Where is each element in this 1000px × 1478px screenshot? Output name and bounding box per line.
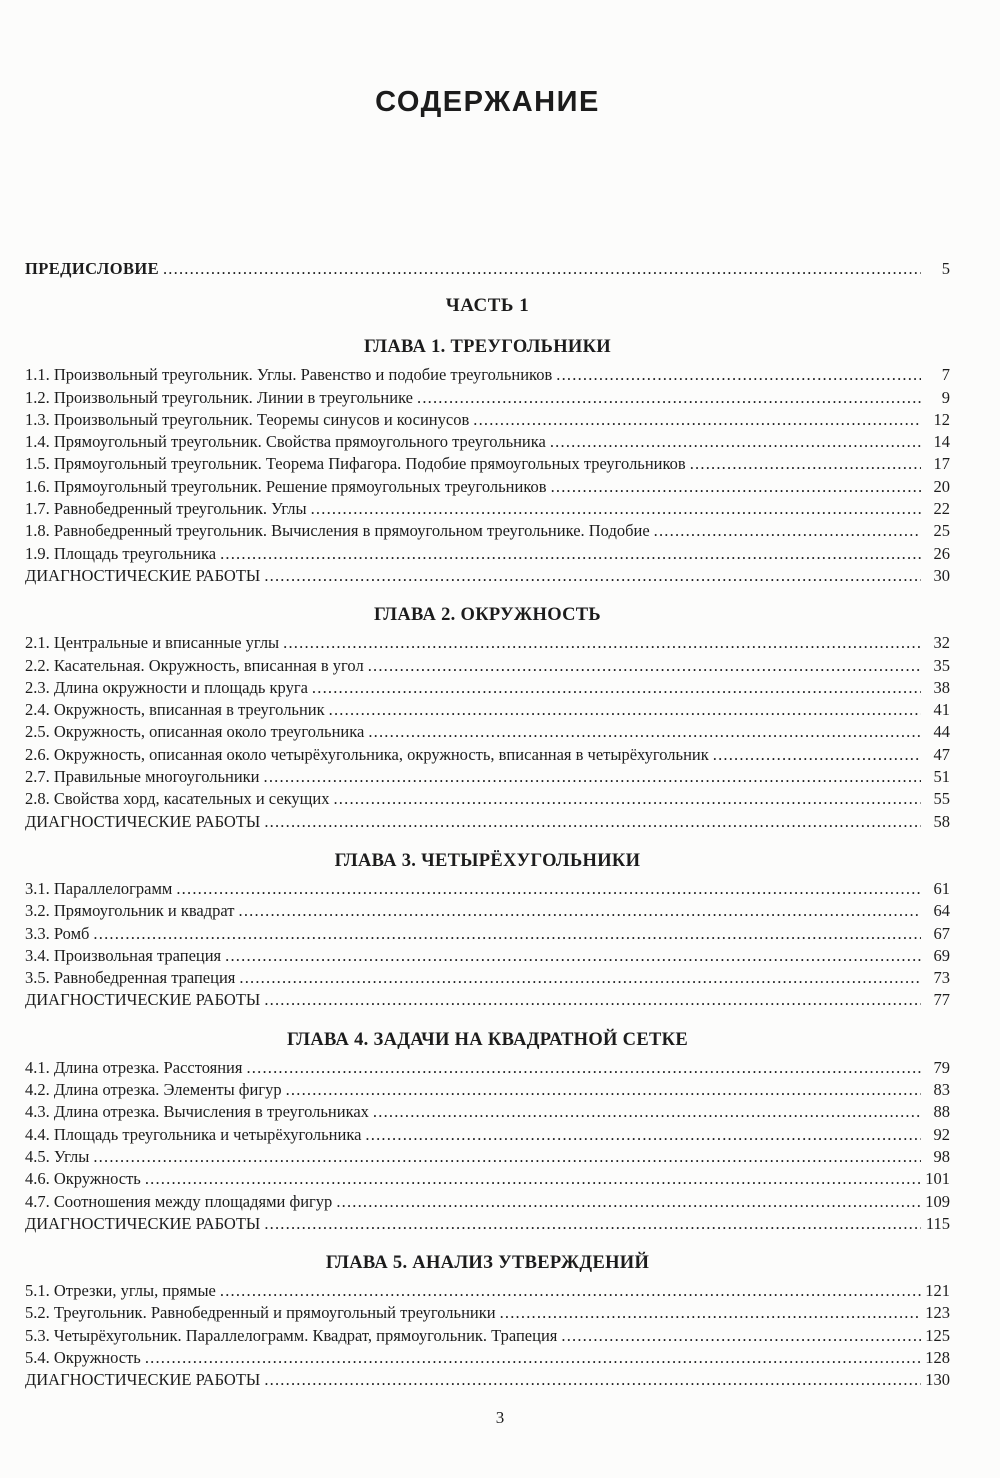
toc-entry-label: 5.4. Окружность bbox=[25, 1347, 141, 1367]
toc-entry-page: 51 bbox=[933, 767, 950, 787]
toc-entry-label: 2.5. Окружность, описанная около треугольника bbox=[25, 722, 365, 742]
toc-entry-label: 4.4. Площадь треугольника и четырёхугольника bbox=[25, 1124, 362, 1144]
toc-entry bbox=[25, 1369, 950, 1391]
part-heading: ЧАСТЬ 1 bbox=[445, 295, 530, 317]
toc-entry bbox=[25, 721, 950, 743]
dot-leader bbox=[220, 1280, 921, 1302]
dot-leader bbox=[551, 476, 921, 498]
dot-leader bbox=[500, 1302, 921, 1324]
toc-entry-page: 35 bbox=[933, 655, 950, 675]
dot-leader bbox=[163, 258, 921, 280]
toc-entry-page: 128 bbox=[925, 1347, 950, 1367]
toc-entry-page: 17 bbox=[933, 454, 950, 474]
dot-leader bbox=[329, 699, 921, 721]
dot-leader bbox=[286, 1079, 921, 1101]
toc-entry bbox=[25, 1302, 950, 1324]
dot-leader bbox=[93, 923, 921, 945]
toc-entry-label: ДИАГНОСТИЧЕСКИЕ РАБОТЫ bbox=[25, 1213, 261, 1233]
dot-leader bbox=[311, 498, 921, 520]
toc-entry-page: 83 bbox=[933, 1080, 950, 1100]
toc-entry-label: 2.7. Правильные многоугольники bbox=[25, 767, 260, 787]
toc-entry bbox=[25, 364, 950, 386]
toc-entry-page: 67 bbox=[933, 923, 950, 943]
dot-leader bbox=[561, 1325, 921, 1347]
dot-leader bbox=[93, 1146, 921, 1168]
chapter-section bbox=[25, 334, 950, 587]
toc-entry-label: 3.2. Прямоугольник и квадрат bbox=[25, 901, 235, 921]
toc-entry-page: 79 bbox=[933, 1057, 950, 1077]
dot-leader bbox=[176, 878, 921, 900]
toc-entry-page: 123 bbox=[925, 1303, 950, 1323]
chapter-section bbox=[25, 1027, 950, 1235]
toc-entry-page: 88 bbox=[933, 1102, 950, 1122]
chapter-heading: ГЛАВА 5. АНАЛИЗ УТВЕРЖДЕНИЙ bbox=[325, 1253, 650, 1274]
toc-entry-page: 47 bbox=[933, 744, 950, 764]
toc-entry-page: 64 bbox=[933, 901, 950, 921]
chapter-heading: ГЛАВА 3. ЧЕТЫРЁХУГОЛЬНИКИ bbox=[334, 850, 641, 871]
toc-entry bbox=[25, 788, 950, 810]
dot-leader bbox=[264, 1369, 921, 1391]
toc-entry bbox=[25, 1213, 950, 1235]
dot-leader bbox=[550, 431, 921, 453]
toc-entry-page: 22 bbox=[933, 499, 950, 519]
dot-leader bbox=[654, 520, 921, 542]
toc-entry-label: 5.2. Треугольник. Равнобедренный и прямоугольный треугольники bbox=[25, 1303, 496, 1323]
toc-entry-page: 101 bbox=[925, 1169, 950, 1189]
toc-entry-label: 2.1. Центральные и вписанные углы bbox=[25, 633, 280, 653]
dot-leader bbox=[690, 453, 921, 475]
toc-entry bbox=[25, 967, 950, 989]
toc-entry bbox=[25, 431, 950, 453]
toc-entry bbox=[25, 811, 950, 833]
toc-entry bbox=[25, 409, 950, 431]
chapter-entries bbox=[25, 364, 950, 587]
toc-entry-page: 9 bbox=[941, 387, 950, 407]
toc-entry-label: ДИАГНОСТИЧЕСКИЕ РАБОТЫ bbox=[25, 1370, 261, 1390]
toc-entry bbox=[25, 1168, 950, 1190]
toc-entry bbox=[25, 744, 950, 766]
toc-entry bbox=[25, 699, 950, 721]
toc-entry-page: 55 bbox=[933, 789, 950, 809]
toc-entry-page: 5 bbox=[941, 259, 950, 278]
toc-entry-page: 41 bbox=[933, 700, 950, 720]
toc-entry-page: 7 bbox=[941, 365, 950, 385]
toc-entry-label: 2.8. Свойства хорд, касательных и секущих bbox=[25, 789, 330, 809]
chapter-heading: ГЛАВА 1. ТРЕУГОЛЬНИКИ bbox=[363, 337, 612, 358]
toc-entry-page: 44 bbox=[933, 722, 950, 742]
toc-entry-page: 14 bbox=[933, 432, 950, 452]
toc-entry-label: 3.1. Параллелограмм bbox=[25, 878, 173, 898]
toc-entry-page: 26 bbox=[933, 543, 950, 563]
toc-entry-page: 25 bbox=[933, 521, 950, 541]
toc-entry-label: 4.1. Длина отрезка. Расстояния bbox=[25, 1057, 243, 1077]
chapter-entries bbox=[25, 878, 950, 1012]
toc-entry-label: 4.7. Соотношения между площадями фигур bbox=[25, 1191, 333, 1211]
toc-entry bbox=[25, 498, 950, 520]
toc-entry-page: 32 bbox=[933, 633, 950, 653]
chapter-heading: ГЛАВА 4. ЗАДАЧИ НА КВАДРАТНОЙ СЕТКЕ bbox=[287, 1029, 688, 1050]
toc-entry-label: 1.9. Площадь треугольника bbox=[25, 543, 217, 563]
dot-leader bbox=[312, 677, 921, 699]
toc-entry-label: ДИАГНОСТИЧЕСКИЕ РАБОТЫ bbox=[25, 990, 261, 1010]
toc-entry bbox=[25, 900, 950, 922]
dot-leader bbox=[556, 364, 921, 386]
dot-leader bbox=[220, 543, 921, 565]
chapter-section bbox=[25, 602, 950, 833]
toc-entry-label: 1.4. Прямоугольный треугольник. Свойства прямоугольного треугольника bbox=[25, 432, 546, 452]
dot-leader bbox=[246, 1057, 921, 1079]
toc-entry bbox=[25, 1191, 950, 1213]
toc-entry bbox=[25, 476, 950, 498]
toc-entry-label: 4.2. Длина отрезка. Элементы фигур bbox=[25, 1080, 282, 1100]
dot-leader bbox=[473, 409, 921, 431]
toc-entry-label: 1.2. Произвольный треугольник. Линии в треугольнике bbox=[25, 387, 413, 407]
dot-leader bbox=[264, 989, 921, 1011]
toc-entry-label: 1.3. Произвольный треугольник. Теоремы синусов и косинусов bbox=[25, 409, 470, 429]
toc-entry-label: 2.3. Длина окружности и площадь круга bbox=[25, 677, 308, 697]
toc-entry-page: 109 bbox=[925, 1191, 950, 1211]
toc-entry bbox=[25, 565, 950, 587]
toc-entry bbox=[25, 945, 950, 967]
toc-entry-label: 5.3. Четырёхугольник. Параллелограмм. Квадрат, прямоугольник. Трапеция bbox=[25, 1325, 558, 1345]
dot-leader bbox=[713, 744, 921, 766]
toc-entry-page: 20 bbox=[933, 476, 950, 496]
toc-entry bbox=[25, 1057, 950, 1079]
toc-entry-label: 4.6. Окружность bbox=[25, 1169, 141, 1189]
dot-leader bbox=[264, 1213, 921, 1235]
dot-leader bbox=[417, 387, 921, 409]
dot-leader bbox=[283, 632, 921, 654]
dot-leader bbox=[336, 1191, 921, 1213]
dot-leader bbox=[365, 1124, 921, 1146]
toc-entry-label: 4.3. Длина отрезка. Вычисления в треугольниках bbox=[25, 1102, 369, 1122]
toc-entry bbox=[25, 989, 950, 1011]
toc-entry bbox=[25, 520, 950, 542]
toc-entry-label: 3.3. Ромб bbox=[25, 923, 90, 943]
toc-entry-page: 73 bbox=[933, 968, 950, 988]
chapter-entries bbox=[25, 632, 950, 833]
toc-entry-label: ДИАГНОСТИЧЕСКИЕ РАБОТЫ bbox=[25, 811, 261, 831]
dot-leader bbox=[373, 1101, 921, 1123]
toc-entry-label: 2.2. Касательная. Окружность, вписанная в угол bbox=[25, 655, 364, 675]
toc-entry bbox=[25, 878, 950, 900]
toc-entry bbox=[25, 1079, 950, 1101]
chapter-section bbox=[25, 848, 950, 1012]
toc-entry-page: 98 bbox=[933, 1146, 950, 1166]
toc-entry-page: 130 bbox=[925, 1370, 950, 1390]
dot-leader bbox=[264, 766, 921, 788]
dot-leader bbox=[145, 1347, 921, 1369]
dot-leader bbox=[145, 1168, 921, 1190]
toc-entry bbox=[25, 766, 950, 788]
dot-leader bbox=[264, 811, 921, 833]
toc-entry bbox=[25, 1280, 950, 1302]
toc-entry-label: ПРЕДИСЛОВИЕ bbox=[25, 259, 159, 278]
toc-entry-label: 1.8. Равнобедренный треугольник. Вычисления в прямоугольном треугольнике. Подобие bbox=[25, 521, 650, 541]
toc-entry bbox=[25, 1146, 950, 1168]
chapter-heading: ГЛАВА 2. ОКРУЖНОСТЬ bbox=[374, 605, 601, 626]
toc-entry bbox=[25, 1347, 950, 1369]
chapter-entries bbox=[25, 1057, 950, 1235]
page-title: СОДЕРЖАНИЕ bbox=[375, 86, 600, 118]
dot-leader bbox=[333, 788, 921, 810]
dot-leader bbox=[264, 565, 921, 587]
chapter-section bbox=[25, 1250, 950, 1391]
toc-entry bbox=[25, 632, 950, 654]
toc-entry-page: 92 bbox=[933, 1124, 950, 1144]
toc-entry-label: ДИАГНОСТИЧЕСКИЕ РАБОТЫ bbox=[25, 565, 261, 585]
toc-entry bbox=[25, 923, 950, 945]
toc-entry-label: 2.6. Окружность, описанная около четырёхугольника, окружность, вписанная в четырёхугольник bbox=[25, 744, 709, 764]
toc-entry bbox=[25, 543, 950, 565]
toc-entry-label: 1.7. Равнобедренный треугольник. Углы bbox=[25, 499, 307, 519]
dot-leader bbox=[239, 900, 921, 922]
toc-entry-page: 77 bbox=[933, 990, 950, 1010]
toc-entry-page: 121 bbox=[925, 1281, 950, 1301]
dot-leader bbox=[368, 655, 921, 677]
toc-entry-page: 61 bbox=[933, 878, 950, 898]
toc-entry-label: 3.5. Равнобедренная трапеция bbox=[25, 968, 236, 988]
toc-entry-label: 1.6. Прямоугольный треугольник. Решение прямоугольных треугольников bbox=[25, 476, 547, 496]
toc-entry-label: 5.1. Отрезки, углы, прямые bbox=[25, 1281, 216, 1301]
toc-entry bbox=[25, 1325, 950, 1347]
toc-entry bbox=[25, 677, 950, 699]
toc-entry-label: 3.4. Произвольная трапеция bbox=[25, 945, 222, 965]
dot-leader bbox=[368, 721, 921, 743]
toc-entry-label: 1.5. Прямоугольный треугольник. Теорема Пифагора. Подобие прямоугольных треугольников bbox=[25, 454, 686, 474]
toc-entry-page: 12 bbox=[933, 409, 950, 429]
toc-entry bbox=[25, 1101, 950, 1123]
toc-entry bbox=[25, 387, 950, 409]
toc-entry bbox=[25, 655, 950, 677]
toc-entry-label: 4.5. Углы bbox=[25, 1146, 90, 1166]
toc-entry bbox=[25, 1124, 950, 1146]
toc-entry-page: 115 bbox=[925, 1213, 950, 1233]
toc-entry-page: 30 bbox=[933, 565, 950, 585]
toc-entry-preface bbox=[25, 258, 950, 280]
toc-entry-page: 58 bbox=[933, 811, 950, 831]
page-number: 3 bbox=[495, 1408, 505, 1427]
toc-entry-label: 1.1. Произвольный треугольник. Углы. Равенство и подобие треугольников bbox=[25, 365, 553, 385]
toc-entry-page: 69 bbox=[933, 945, 950, 965]
toc-entry-label: 2.4. Окружность, вписанная в треугольник bbox=[25, 700, 325, 720]
chapter-entries bbox=[25, 1280, 950, 1391]
toc-entry-page: 38 bbox=[933, 677, 950, 697]
toc-entry bbox=[25, 453, 950, 475]
dot-leader bbox=[225, 945, 921, 967]
chapters bbox=[25, 334, 950, 1391]
dot-leader bbox=[239, 967, 921, 989]
toc-entry-page: 125 bbox=[925, 1325, 950, 1345]
